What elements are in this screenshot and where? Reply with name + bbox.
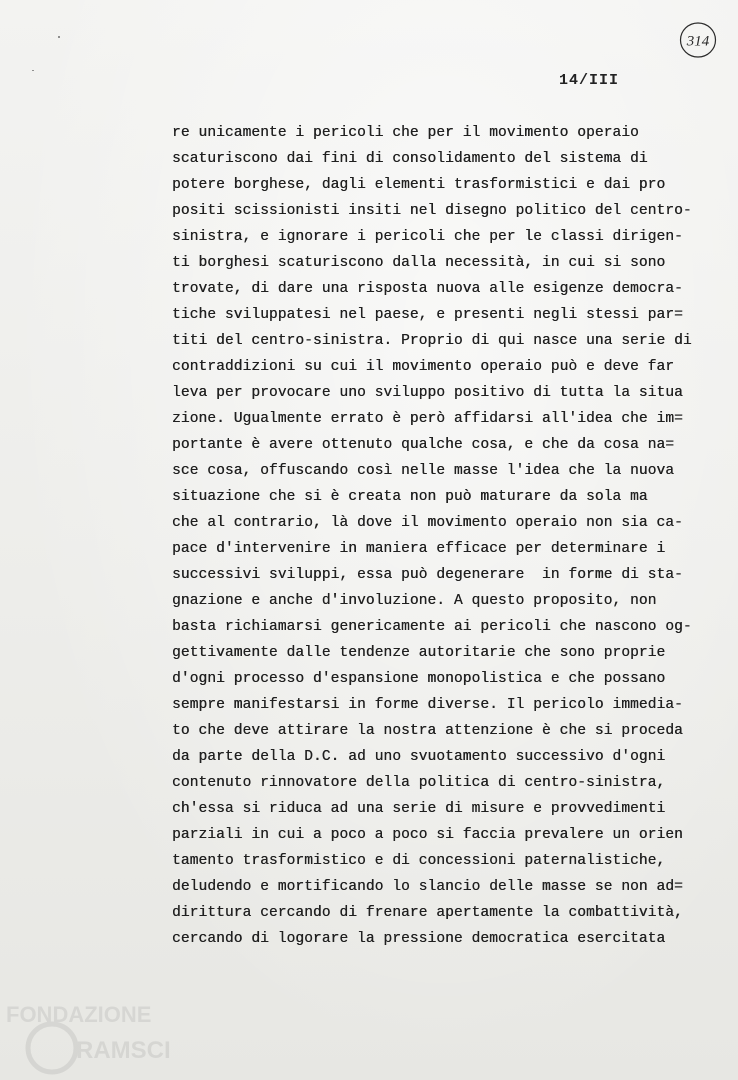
text-line: leva per provocare uno sviluppo positivo di tutta la situa	[172, 385, 683, 401]
text-line: tiche sviluppatesi nel paese, e presenti negli stessi par=	[172, 307, 683, 323]
watermark-graphic	[6, 1000, 196, 1080]
text-line: ch'essa si riduca ad una serie di misure e provvedimenti	[172, 801, 666, 817]
text-line: sinistra, e ignorare i pericoli che per le classi dirigen-	[172, 229, 683, 245]
watermark-logo	[6, 1000, 196, 1080]
text-line: sce cosa, offuscando così nelle masse l'idea che la nuova	[172, 463, 675, 479]
text-line: che al contrario, là dove il movimento operaio non sia ca-	[172, 515, 683, 531]
watermark-line2: RAMSCI	[76, 1037, 171, 1064]
archive-number-text: 314	[686, 33, 710, 50]
text-line: to che deve attirare la nostra attenzione è che si proceda	[172, 723, 683, 739]
text-line: pace d'intervenire in maniera efficace per determinare i	[172, 541, 666, 557]
text-line: parziali in cui a poco a poco si faccia prevalere un orien	[172, 827, 683, 843]
text-line: portante è avere ottenuto qualche cosa, e che da cosa na=	[172, 437, 675, 453]
archive-number-circle	[678, 20, 718, 60]
text-line: positi scissionisti insiti nel disegno politico del centro-	[172, 203, 692, 219]
text-line: potere borghese, dagli elementi trasformistici e dai pro	[172, 177, 666, 193]
text-line: gnazione e anche d'involuzione. A questo proposito, non	[172, 593, 657, 609]
text-line: situazione che si è creata non può maturare da sola ma	[172, 489, 648, 505]
text-line: re unicamente i pericoli che per il movimento operaio	[172, 125, 639, 141]
text-line: sempre manifestarsi in forme diverse. Il pericolo immedia-	[172, 697, 683, 713]
text-line: contenuto rinnovatore della politica di centro-sinistra,	[172, 775, 666, 791]
text-line: cercando di logorare la pressione democratica esercitata	[172, 931, 666, 947]
text-line: dirittura cercando di frenare apertamente la combattività,	[172, 905, 683, 921]
text-line: basta richiamarsi genericamente ai pericoli che nascono og-	[172, 619, 692, 635]
text-line: titi del centro-sinistra. Proprio di qui nasce una serie di	[172, 333, 692, 349]
text-line: tamento trasformistico e di concessioni paternalistiche,	[172, 853, 666, 869]
page-number: 14/III	[559, 72, 620, 89]
text-line: da parte della D.C. ad uno svuotamento successivo d'ogni	[172, 749, 666, 765]
text-line: zione. Ugualmente errato è però affidarsi all'idea che im=	[172, 411, 683, 427]
paper-speck	[58, 36, 60, 38]
text-line: gettivamente dalle tendenze autoritarie che sono proprie	[172, 645, 666, 661]
text-line: trovate, di dare una risposta nuova alle esigenze democra-	[172, 281, 683, 297]
text-line: deludendo e mortificando lo slancio delle masse se non ad=	[172, 879, 683, 895]
watermark-line1: FONDAZIONE	[6, 1002, 152, 1027]
paper-speck	[32, 70, 34, 71]
text-line: contraddizioni su cui il movimento operaio può e deve far	[172, 359, 675, 375]
text-line: successivi sviluppi, essa può degenerare in forme di sta-	[172, 567, 683, 583]
text-line: d'ogni processo d'espansione monopolistica e che possano	[172, 671, 666, 687]
archive-number-stamp	[678, 20, 718, 60]
text-line: scaturiscono dai fini di consolidamento del sistema di	[172, 151, 648, 167]
text-line: ti borghesi scaturiscono dalla necessità, in cui si sono	[172, 255, 666, 271]
typewritten-body	[172, 120, 712, 952]
